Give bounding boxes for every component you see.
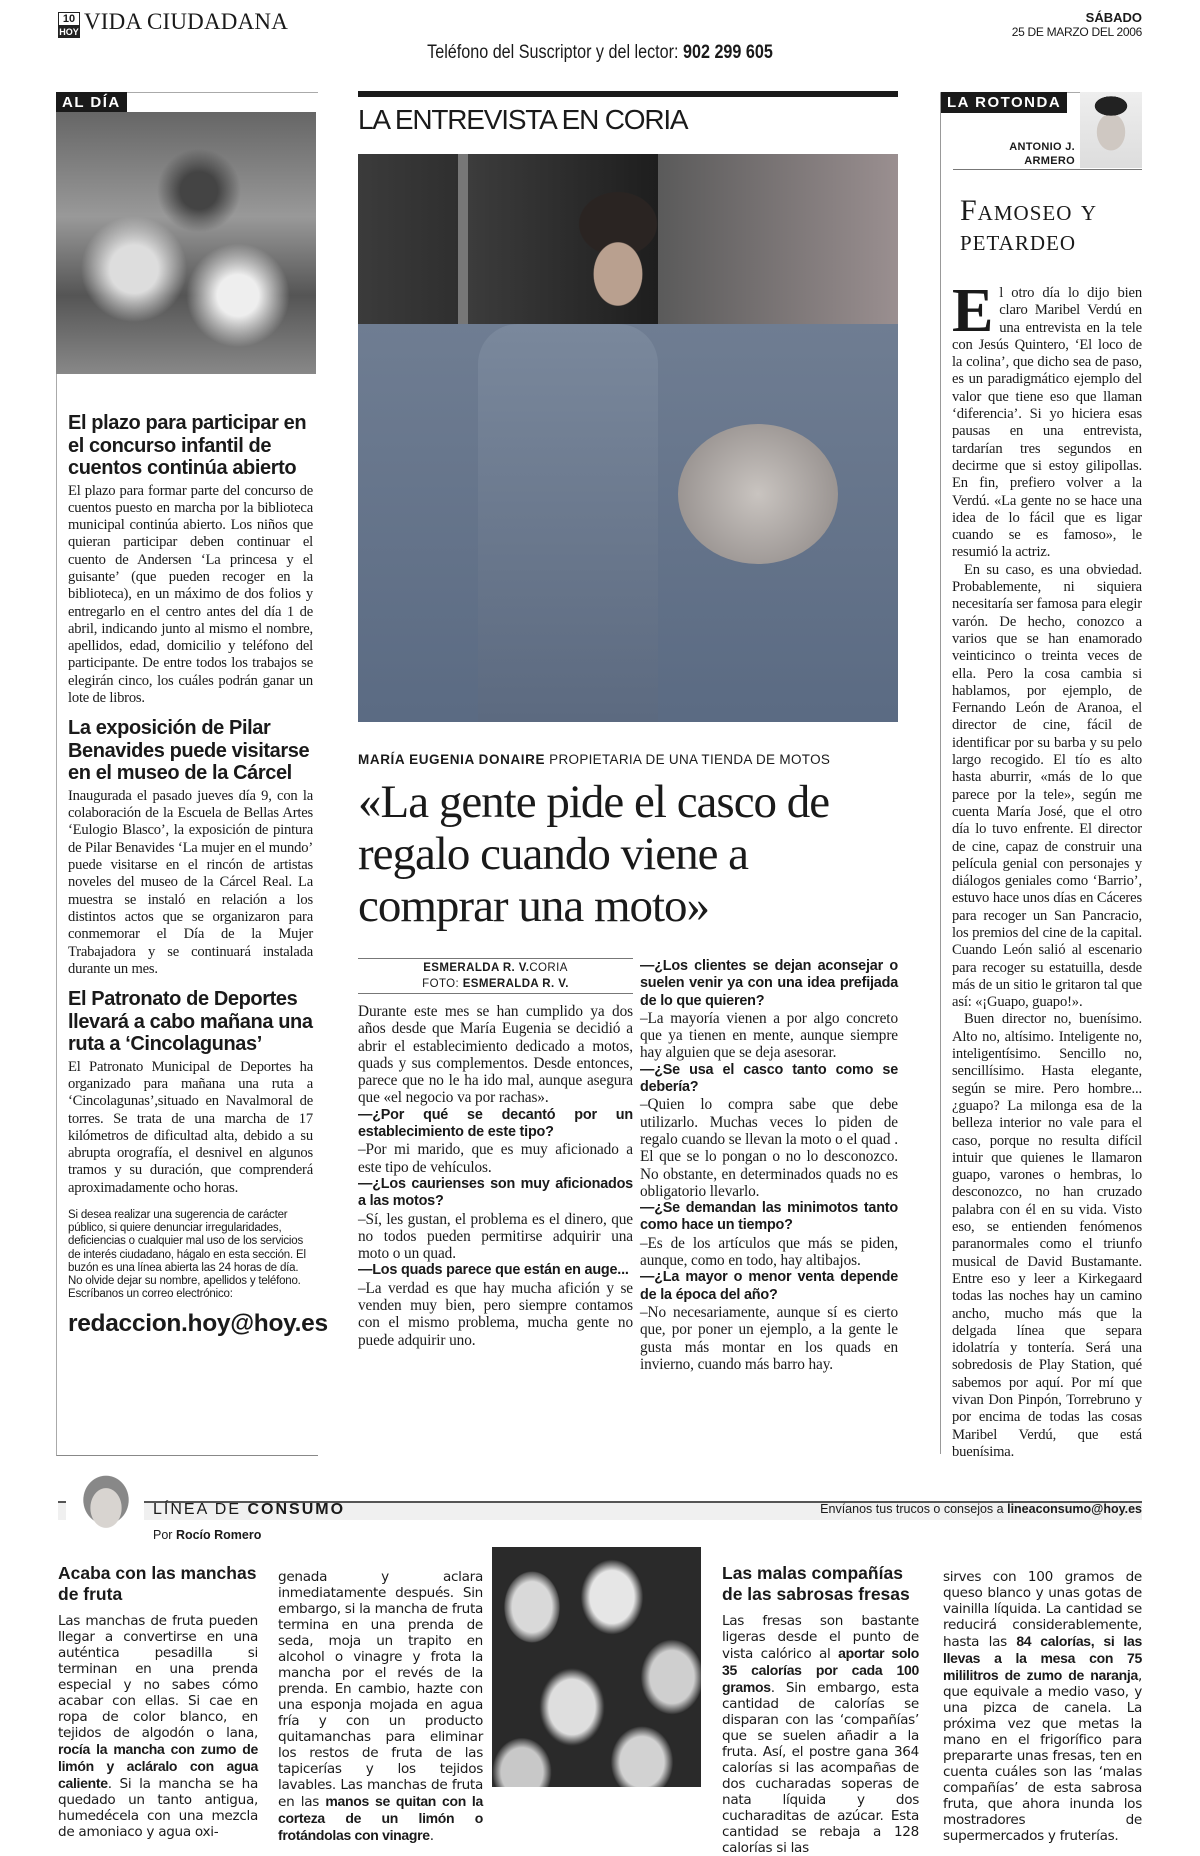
answer: –Por mi marido, que es muy aficionado a este tipo de vehículos. — [358, 1141, 633, 1176]
section-rule — [358, 91, 898, 97]
title-light: LÍNEA DE — [153, 1501, 248, 1518]
text: genada y aclara inmediatamente después. Sin embargo, si la mancha de fruta termina en una prenda de seda, moja un trapito en alcohol o vinagre y frota la mancha por el revés de la prenda. En cambio, hazte con una esponja mojada en agua fría y con un producto quitamanchas para eliminar los restos de fruta de las tapicerías y los tejidos lavables. Las manchas de fruta en las — [278, 1569, 484, 1810]
article-body — [722, 1613, 919, 1856]
by-label: Por — [153, 1528, 176, 1542]
divider — [953, 169, 1142, 170]
phone-number: 902 299 605 — [683, 42, 773, 63]
answer: –Sí, les gustan, el problema es el dinero, que no todos pueden permitirse adquirir una moto o un quad. — [358, 1210, 633, 1263]
weekday: SÁBADO — [1085, 10, 1142, 25]
interview-column-1 — [358, 958, 633, 1349]
interviewee-role: PROPIETARIA DE UNA TIENDA DE MOTOS — [545, 752, 831, 767]
send-email-link[interactable]: lineaconsumo@hoy.es — [1007, 1502, 1142, 1516]
article-headline: Las malas compañías de las sabrosas fresas — [722, 1563, 910, 1604]
al-dia-tag: AL DÍA — [56, 92, 127, 113]
page-number: 10 — [58, 12, 80, 26]
columnist-name — [990, 140, 1075, 168]
columnist-name-line: ARMERO — [1024, 155, 1075, 167]
article-body — [278, 1569, 483, 1844]
interview-section-title: LA ENTREVISTA EN CORIA — [358, 104, 688, 135]
article-body: Inaugurada el pasado jueves día 9, con la colaboración de la Escuela de Bellas Artes ‘Eulogio Blasco’, la exposición de pintura de Pilar Benavides ‘La mujer en el mundo’ puede visitarse en el rincón de artistas noveles del museo de la Cárcel Real. La muestra se instaló en relación a los distintos actos que se organizaron para conmemorar el Día de la Mujer Trabajadora y se continuará instalada durante un mes. — [68, 787, 313, 977]
consumo-title — [153, 1501, 345, 1519]
interview-body — [358, 776, 898, 1373]
interview-columns — [358, 958, 898, 1373]
location: CORIA — [529, 962, 568, 974]
phone-label: Teléfono del Suscriptor y del lector: — [427, 42, 684, 63]
article — [68, 988, 313, 1197]
text: . Sin embargo, esta cantidad de calorías se disparan con las ‘compañías’ que se suelen añadir a la fruta. Así, el postre gana 364 calorías si las acompañas de dos cucharadas soperas de nata líquida y dos cucharaditas de azúcar. Esta cantidad se rebaja a 128 calorías si las — [722, 1680, 919, 1856]
al-dia-articles — [68, 412, 328, 1339]
text: . — [429, 1828, 434, 1844]
date: 25 DE MARZO DEL 2006 — [1011, 25, 1142, 39]
article — [68, 717, 313, 978]
subscriber-phone — [90, 42, 1110, 64]
text: . Si la mancha se ha quedado un tanto antigua, humedécela con una mezcla de amoniaco y agua oxi- — [58, 1776, 258, 1840]
consumo-article-1-col-2 — [278, 1569, 483, 1844]
consumo-article-2-col-1 — [722, 1563, 919, 1856]
text: sirves con 100 gramos de queso blanco y unas gotas de vainilla líquida. La cantidad se reducirá considerablemente, hasta las — [943, 1569, 1142, 1650]
children-library-photo — [56, 112, 316, 374]
question: —¿Se demandan las minimotos tanto como hace un tiempo? — [640, 1200, 898, 1234]
question: —¿La mayor o menor venta depende de la época del año? — [640, 1269, 898, 1303]
article-body: El Patronato Municipal de Deportes ha organizado para mañana una ruta a ‘Cincolagunas’,situado en Navalmoral de torres. Se trata de una marcha de 17 kilómetros de dificultad alta, debido a su abrupta orografía, el desnivel en algunos tramos y su duración, que comprenderá aproximadamente ocho horas. — [68, 1058, 313, 1196]
title-bold: CONSUMO — [247, 1501, 346, 1518]
columnist-photo — [1080, 92, 1142, 168]
interview-headline: «La gente pide el casco de regalo cuando viene a comprar una moto» — [358, 776, 830, 932]
paragraph: Buen director no, buenísimo. Alto no, altísimo. Inteligente no, inteligentísimo. Sencillo no, sencillísimo. Hasta elegante, según se mire. Pero hombre... ¿guapo? La milonga esa de la belleza interior no vale para el caso, porque no resulta difícil intuir que quienes le llamaron guapo, varones o hembras, lo desconozco, no han cruzado palabra con él en su vida. Visto eso, se entienden fenómenos paranormales como el triunfo musical de David Bustamante. Entre eso y leer a Kirkegaard todas las noches hay un camino ancho, mucho más que la delgada línea que separa idolatría y tontería. Será una sobredosis de Play Station, qué sabemos por aquí. Por mí que vivan Don Pinpón, Torrebruno y por encima de todas las cosas Maribel Verdú, que está buenísima. — [952, 1011, 1142, 1460]
consumo-article-1-col-1 — [58, 1563, 258, 1840]
send-label: Envíanos tus trucos o consejos a — [820, 1502, 1008, 1516]
strawberries-photo — [492, 1547, 701, 1787]
column-divider — [940, 92, 942, 1454]
interviewee-name: MARÍA EUGENIA DONAIRE — [358, 752, 546, 767]
bold-text: rocía la mancha con zumo de limón y acláralo con agua caliente — [58, 1741, 258, 1791]
article-headline: Acaba con las manchas de fruta — [58, 1563, 257, 1604]
consumo-byline — [153, 1528, 261, 1542]
text: , que equivale a medio vaso, y una pizca de canela. La próxima vez que metas la mano en el frigorífico para prepararte unas fresas, ten en cuenta cuáles son las ‘malas compañías’ de esta sabrosa fruta, que ahora inunda los mostradores de supermercados y fruterías. — [943, 1668, 1142, 1844]
article — [68, 412, 313, 707]
text: Las manchas de fruta pueden llegar a convertirse en una auténtica pesadilla si terminan en una prenda especial y no sabes cómo acabar con ellas. Si cae en ropa de color blanco, en tejidos de algodón o lana, — [58, 1613, 258, 1741]
photo-credit: ESMERALDA R. V. — [462, 978, 569, 990]
bold-text: aportar solo 35 calorías por cada 100 gramos — [722, 1645, 919, 1695]
drop-cap: E — [952, 277, 994, 345]
article-headline: El Patronato de Deportes llevará a cabo mañana una ruta a ‘Cincolagunas’ — [68, 988, 313, 1056]
interview-photo — [358, 154, 898, 722]
column-body — [952, 277, 1142, 1461]
article-headline: El plazo para participar en el concurso infantil de cuentos continúa abierto — [68, 412, 307, 479]
section-title: VIDA CIUDADANA — [84, 9, 289, 34]
article-headline: La exposición de Pilar Benavides puede visitarse en el museo de la Cárcel — [68, 717, 310, 785]
reader-note: Si desea realizar una sugerencia de carácter público, si quiere denunciar irregularidades, deficiencias o cualquier mal uso de los servicios de interés ciudadano, hágalo en esta sección. El buzón es una línea abierta las 24 horas de día. No olvide dejar su nombre, apellidos y teléfono. Escríbanos un correo electrónico: — [68, 1209, 306, 1301]
photo-caption — [358, 752, 898, 767]
article-body — [58, 1613, 258, 1840]
contact-email-link[interactable]: redaccion.hoy@hoy.es — [68, 1310, 328, 1338]
column-title: Famoseo y petardeo — [960, 194, 1098, 257]
intro-paragraph: Durante este mes se han cumplido ya dos años desde que María Eugenia se decidió a abrir el establecimiento dedicado a motos, quads y sus complementos. Desde entonces, parece que no le ha ido mal, aunque asegura que «el negocio va por rachas». — [358, 1003, 633, 1107]
paper-logo: HOY — [59, 27, 79, 37]
byline — [358, 958, 633, 994]
issue-date — [1012, 10, 1142, 39]
consumo-article-2-col-2 — [943, 1569, 1142, 1844]
interview-column-2 — [640, 958, 898, 1373]
author: ESMERALDA R. V. — [423, 962, 530, 974]
paragraph: l otro día lo dijo bien claro Maribel Verdú en una entrevista en la tele con Jesús Quintero, ‘El loco de la colina’, que dicho sea de paso, es un paradigmático ejemplo del valor que tiene eso que llaman ‘diferencia’. Si yo hiciera esas pausas en una entrevista, tardarían tres segundos en decirme que si estoy gilipollas. En fin, prefiero volver a la Verdú. «La gente no se hace una idea de lo fácil que es ligar cuando se es famoso», le resumió la actriz. — [952, 285, 1142, 561]
answer: –Es de los artículos que más se piden, aunque, como en todo, hay altibajos. — [640, 1234, 898, 1270]
question: —Los quads parece que están en auge... — [358, 1262, 629, 1279]
photo-label: FOTO: — [422, 978, 463, 990]
bold-text: 84 calorías, si las llevas a la mesa con 75 mililitros de zumo de naranja — [943, 1633, 1142, 1683]
by-name: Rocío Romero — [175, 1528, 262, 1542]
text: Las fresas son bastante ligeras desde el punto de vista calórico al — [722, 1613, 919, 1662]
answer: –La mayoría vienen a por algo concreto que ya tienen en mente, aunque siempre hay alguien que se deja asesorar. — [640, 1009, 898, 1062]
question: —¿Los clientes se dejan aconsejar o suelen venir ya con una idea prefijada de lo que quieren? — [640, 958, 898, 1009]
article-body: El plazo para formar parte del concurso de cuentos puesto en marcha por la biblioteca municipal continúa abierto. Los niños que quieran participar deben continuar el cuento de Andersen ‘La princesa y el guisante’ (que pueden recoger en la biblioteca), en un máximo de dos folios y entregarlo en el centro antes del día 1 de abril, indicando junto al mismo el nombre, apellidos, edad, domicilio y teléfono del participante. De entre todos los trabajos se elegirán cinco, los cuáles podrán ganar un lote de libros. — [68, 482, 313, 707]
author-photo — [66, 1472, 144, 1548]
page-number-badge — [58, 12, 80, 38]
la-rotonda-tag: LA ROTONDA — [941, 92, 1067, 113]
question: —¿Los caurienses son muy aficionados a las motos? — [358, 1175, 633, 1210]
question: —¿Se usa el casco tanto como se debería? — [640, 1061, 898, 1096]
send-tips — [820, 1502, 1142, 1516]
answer: –La verdad es que hay mucha afición y se venden muy bien, pero siempre contamos con el mismo problema, mucha gente no puede adquirir uno. — [358, 1279, 633, 1349]
article-body — [943, 1569, 1142, 1844]
question: —¿Por qué se decantó por un establecimiento de este tipo? — [358, 1106, 633, 1141]
columnist-name-line: ANTONIO J. — [1009, 141, 1075, 153]
paragraph: En su caso, es una obviedad. Probablemente, ni siquiera necesitaría ser famosa para elegir varón. De hecho, conozco a varios que se han enamorado veinticinco o treinta veces de ella. Pero la cosa cambia si hablamos, por ejemplo, de Fernando León de Aranoa, el director de cine, fácil de identificar por su barba y su pelo largo recogido. El tío es alto hasta aburrir, «más de lo que parece por la tele», según me cuenta María José, que el otro día lo tuvo enfrente. El director de cine, capaz de construir una película genial con personajes y diálogos geniales como ‘Barrio’, estuvo hace unos días en Cáceres para recoger un San Pancracio, los premios del cine de la capital. Cuando León salió al escenario para recoger su estatuilla, desde más de un sitio le gritaron tal que así: «¡Guapo, guapo!». — [952, 561, 1142, 1011]
answer: –Quien lo compra sabe que debe utilizarlo. Muchas veces lo piden de regalo cuando se llevan la moto o el quad . El que se lo pongan o no lo desconozco. No obstante, en determinados quads no es obligatorio llevarlo. — [640, 1096, 898, 1200]
bold-text: manos se quitan con la corteza de un limón o frotándolas con vinagre — [278, 1793, 483, 1843]
answer: –No necesariamente, aunque sí es cierto que, por poner un ejemplo, a la gente le gusta más montar en los quads en invierno, cuando más barro hay. — [640, 1303, 898, 1373]
